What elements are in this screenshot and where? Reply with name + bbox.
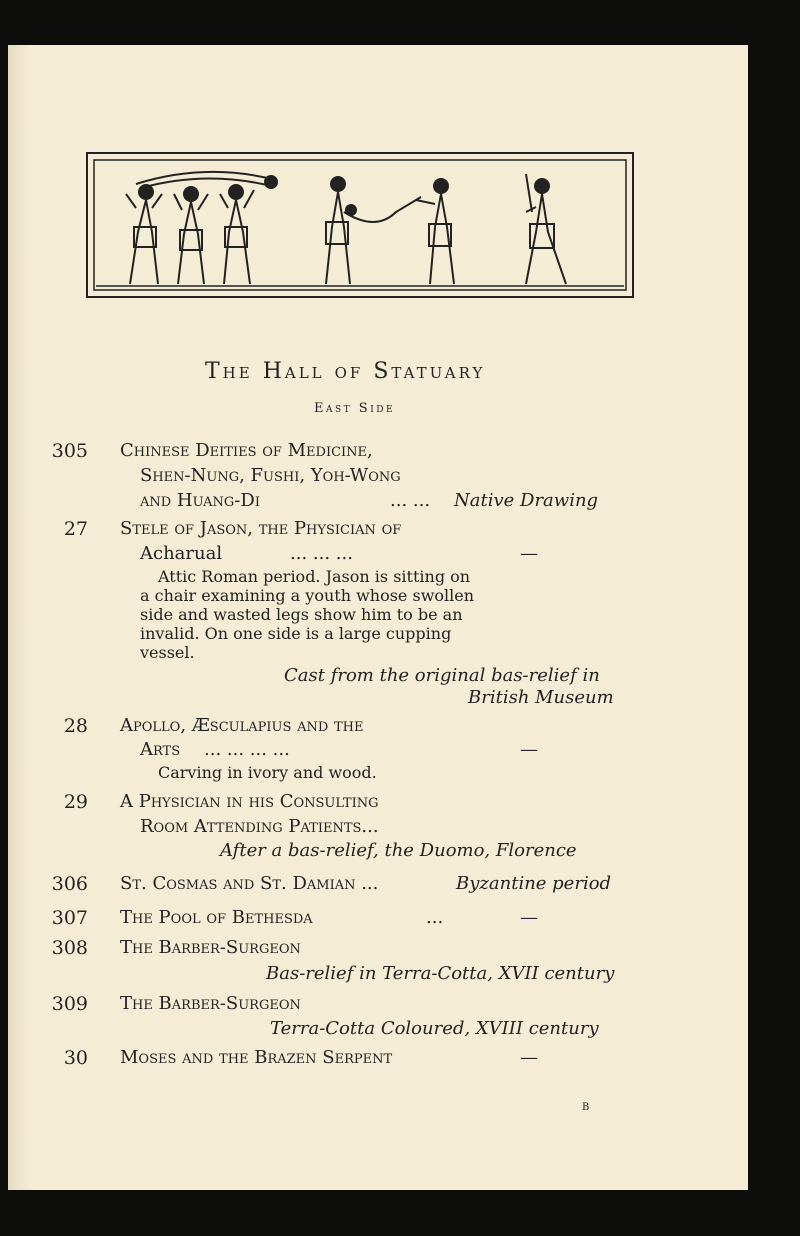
entry-description-line: Attic Roman period. Jason is sitting on <box>158 567 471 586</box>
entry-title-line: and Huang-Di <box>140 490 260 511</box>
dash-mark: — <box>520 543 538 564</box>
leader-dots: ... ... ... ... <box>204 739 290 760</box>
entry-title-line: Chinese Deities of Medicine, <box>120 440 373 461</box>
catalogue-number: 27 <box>63 518 88 540</box>
entry-source: Byzantine period <box>456 873 612 894</box>
signature-mark: B <box>582 1102 590 1113</box>
catalogue-number: 30 <box>63 1047 88 1069</box>
entry-title-line: The Pool of Bethesda <box>120 907 313 928</box>
entry-title-line: A Physician in his Consulting <box>120 791 379 812</box>
entry-title-line: Moses and the Brazen Serpent <box>120 1047 393 1068</box>
entry-source: After a bas-relief, the Duomo, Florence <box>220 840 577 861</box>
entry-source: Cast from the original bas-relief in <box>284 665 600 686</box>
entry-description-line: Carving in ivory and wood. <box>158 763 377 782</box>
dash-mark: — <box>520 907 538 928</box>
dash-mark: — <box>520 1047 538 1068</box>
egyptian-frieze-illustration <box>86 152 634 298</box>
entry-description-line: vessel. <box>140 643 195 662</box>
lifting-figure-group <box>326 177 454 284</box>
dash-mark: — <box>520 739 538 760</box>
catalogue-number: 307 <box>51 907 88 929</box>
entry-title-line: Acharual <box>140 543 223 564</box>
leader-dots: ... ... ... <box>290 543 353 564</box>
entry-source: British Museum <box>468 687 614 708</box>
book-page <box>8 45 748 1190</box>
bearers-figure-group <box>126 172 277 284</box>
entry-title-line: St. Cosmas and St. Damian ... <box>120 873 379 894</box>
catalogue-number: 29 <box>63 791 88 813</box>
catalogue-number: 308 <box>51 937 88 959</box>
entry-description-line: side and wasted legs show him to be an <box>140 605 463 624</box>
catalogue-number: 306 <box>51 873 88 895</box>
section-subtitle: East Side <box>314 401 396 416</box>
entry-source: Terra-Cotta Coloured, XVIII century <box>270 1018 599 1039</box>
entry-title-line: Stele of Jason, the Physician of <box>120 518 402 539</box>
page-title: The Hall of Statuary <box>205 359 486 384</box>
entry-title-line: Shen-Nung, Fushi, Yoh-Wong <box>140 465 401 486</box>
catalogue-number: 28 <box>63 715 88 737</box>
entry-description-line: invalid. On one side is a large cupping <box>140 624 452 643</box>
standing-figure <box>526 174 566 284</box>
entry-title-line: Room Attending Patients... <box>140 816 379 837</box>
entry-title-line: Arts <box>140 739 181 760</box>
entry-description-line: a chair examining a youth whose swollen <box>140 586 475 605</box>
entry-source: Bas-relief in Terra-Cotta, XVII century <box>266 963 615 984</box>
leader-dots: ... <box>426 907 444 928</box>
catalogue-number: 305 <box>51 440 88 462</box>
entry-title-line: The Barber-Surgeon <box>120 993 301 1014</box>
catalogue-number: 309 <box>51 993 88 1015</box>
entry-source: Native Drawing <box>454 490 599 511</box>
entry-title-line: Apollo, Æsculapius and the <box>120 715 364 736</box>
leader-dots: ... ... <box>390 490 431 511</box>
entry-title-line: The Barber-Surgeon <box>120 937 301 958</box>
page-gutter <box>8 45 30 1190</box>
